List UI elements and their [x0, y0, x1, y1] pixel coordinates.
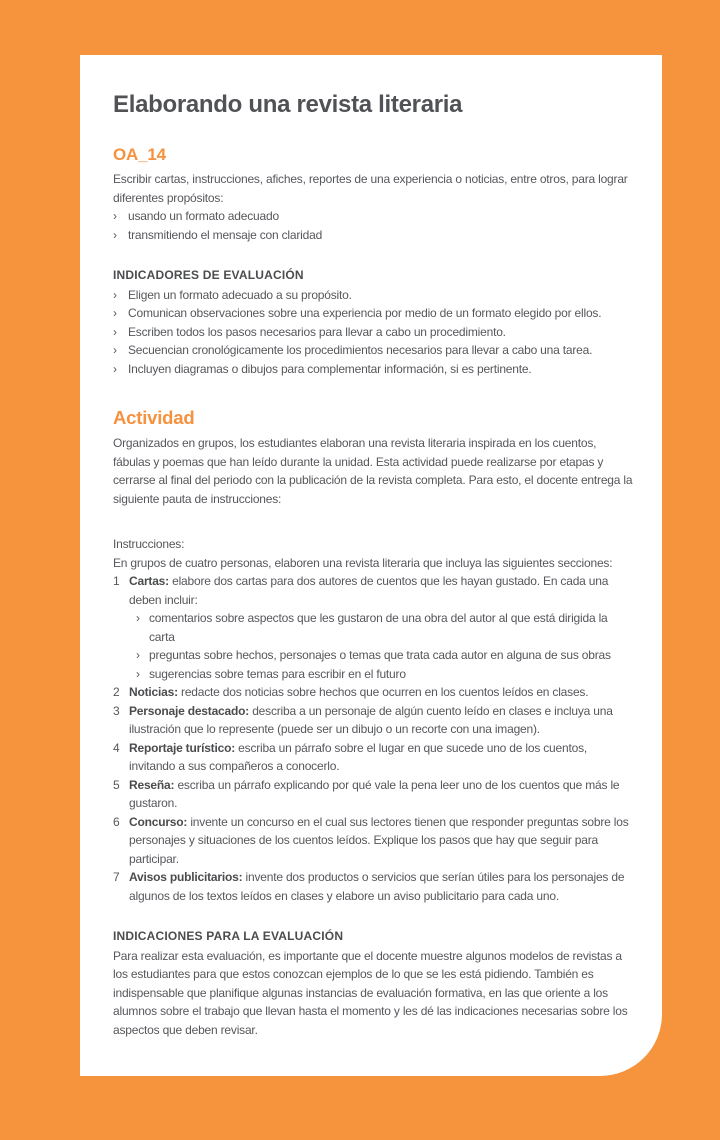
bullet-item [113, 341, 636, 360]
actividad-heading: Actividad [113, 407, 195, 428]
chevron-bullet-icon: › [136, 666, 140, 681]
chevron-bullet-icon: › [113, 324, 117, 339]
item-body [129, 572, 636, 683]
numbered-item [113, 776, 636, 813]
section-indicadores [113, 266, 636, 378]
sub-bullet-text: preguntas sobre hechos, personajes o temas que trata cada autor en alguna de sus obras [149, 648, 611, 662]
item-number: 2 [113, 685, 120, 699]
item-label: Noticias: [129, 685, 178, 699]
item-body [129, 683, 636, 702]
item-label: Reseña: [129, 777, 175, 792]
item-text: describa a un personaje de algún cuento leído en clases e incluya una ilustración que lo represente (puede ser un dibujo o un recorte con una imagen). [129, 703, 613, 736]
bullet-text: Eligen un formato adecuado a su propósito. [128, 287, 352, 302]
bullet-item [113, 226, 636, 245]
document-card [80, 55, 662, 1076]
item-label: Avisos publicitarios: [129, 870, 243, 884]
chevron-bullet-icon: › [113, 306, 117, 320]
bullet-item [113, 304, 636, 323]
numbered-item [113, 868, 636, 905]
bullet-text: Comunican observaciones sobre una experiencia por medio de un formato elegido por ellos. [128, 306, 602, 320]
item-body [129, 776, 636, 813]
bullet-text: Incluyen diagramas o dibujos para complementar información, si es pertinente. [128, 361, 532, 376]
item-number: 1 [113, 574, 120, 588]
numbered-item [113, 813, 636, 869]
chevron-bullet-icon: › [136, 611, 140, 625]
sub-bullet-text: sugerencias sobre temas para escribir en el futuro [149, 666, 406, 681]
oa-bullet-list [113, 207, 636, 244]
numbered-item [113, 683, 636, 702]
item-text: escriba un párrafo explicando por qué vale la pena leer uno de los cuentos que más le gustaron. [129, 777, 620, 810]
indicadores-bullet-list [113, 286, 636, 379]
bullet-text: transmitiendo el mensaje con claridad [128, 227, 323, 242]
item-number: 3 [113, 703, 120, 718]
item-body [129, 868, 636, 905]
indicaciones-body: Para realizar esta evaluación, es importante que el docente muestre algunos modelos de revistas a los estudiantes para que estos conozcan ejemplos de lo que se les está pidiendo. También es indispensable que planifique algunas instancias de evaluación formativa, en las que oriente a los alumnos sobre el trabajo que llevan hasta el momento y les dé las indicaciones necesarias sobre los aspectos que deben revisar. [113, 948, 628, 1037]
oa-intro: Escribir cartas, instrucciones, afiches, reportes de una experiencia o noticias, entre otros, para lograr diferentes propósitos: [113, 172, 628, 205]
sub-bullet-item [136, 646, 636, 665]
bullet-text: Escriben todos los pasos necesarios para llevar a cabo un procedimiento. [128, 324, 506, 339]
item-text: invente un concurso en el cual sus lectores tienen que responder preguntas sobre los personajes y situaciones de los cuentos leídos. Explique los pasos que hay que seguir para participar. [129, 814, 629, 866]
section-indicaciones [113, 927, 636, 1039]
item-text: elabore dos cartas para dos autores de cuentos que les hayan gustado. En cada una deben incluir: [129, 574, 609, 607]
chevron-bullet-icon: › [113, 287, 117, 302]
item-text: escriba un párrafo sobre el lugar en que sucede uno de los cuentos, invitando a sus compañeros a conocerlo. [129, 740, 588, 773]
item-text: invente dos productos o servicios que serían útiles para los personajes de algunos de los textos leídos en clases y elabore un aviso publicitario para cada uno. [129, 870, 625, 903]
section-actividad [113, 407, 636, 905]
oa-heading: OA_14 [113, 145, 166, 164]
item-body [129, 739, 636, 776]
chevron-bullet-icon: › [113, 361, 117, 376]
instructions-label: Instrucciones: [113, 537, 185, 551]
item-label: Personaje destacado: [129, 703, 250, 718]
indicaciones-heading: INDICACIONES PARA LA EVALUACIÓN [113, 929, 344, 943]
numbered-item [113, 572, 636, 683]
item-body [129, 813, 636, 869]
item-number: 4 [113, 740, 120, 755]
item-number: 5 [113, 777, 120, 792]
instructions-numbered-list [113, 572, 636, 905]
sub-bullet-text: comentarios sobre aspectos que les gustaron de una obra del autor al que está dirigida la carta [149, 611, 608, 644]
bullet-item [113, 360, 636, 379]
bullet-item [113, 286, 636, 305]
sub-bullet-item [136, 609, 636, 646]
sub-bullet-item [136, 665, 636, 684]
item-body [129, 702, 636, 739]
sub-bullet-list [136, 609, 636, 683]
numbered-item [113, 739, 636, 776]
item-label: Reportaje turístico: [129, 740, 236, 755]
chevron-bullet-icon: › [113, 343, 117, 357]
actividad-intro: Organizados en grupos, los estudiantes elaboran una revista literaria inspirada en los cuentos, fábulas y poemas que han leído durante la unidad. Esta actividad puede realizarse por etapas y cerrarse al final del periodo con la publicación de la revista completa. Para esto, el docente entrega la siguiente pauta de instrucciones: [113, 436, 633, 506]
item-label: Cartas: [129, 574, 169, 588]
section-oa [113, 145, 636, 244]
bullet-text: Secuencian cronológicamente los procedimientos necesarios para llevar a cabo una tarea. [128, 343, 593, 357]
document-content [80, 55, 662, 1039]
instructions-intro: En grupos de cuatro personas, elaboren una revista literaria que incluya las siguientes secciones: [113, 555, 613, 570]
chevron-bullet-icon: › [113, 227, 117, 242]
page-title: Elaborando una revista literaria [113, 91, 463, 118]
bullet-text: usando un formato adecuado [128, 209, 279, 223]
bullet-item [113, 323, 636, 342]
chevron-bullet-icon: › [136, 648, 140, 662]
item-number: 6 [113, 814, 120, 829]
chevron-bullet-icon: › [113, 209, 117, 223]
item-text: redacte dos noticias sobre hechos que ocurren en los cuentos leídos en clases. [181, 685, 589, 699]
bullet-item [113, 207, 636, 226]
item-label: Concurso: [129, 814, 188, 829]
numbered-item [113, 702, 636, 739]
indicadores-heading: INDICADORES DE EVALUACIÓN [113, 268, 304, 282]
item-number: 7 [113, 870, 120, 884]
